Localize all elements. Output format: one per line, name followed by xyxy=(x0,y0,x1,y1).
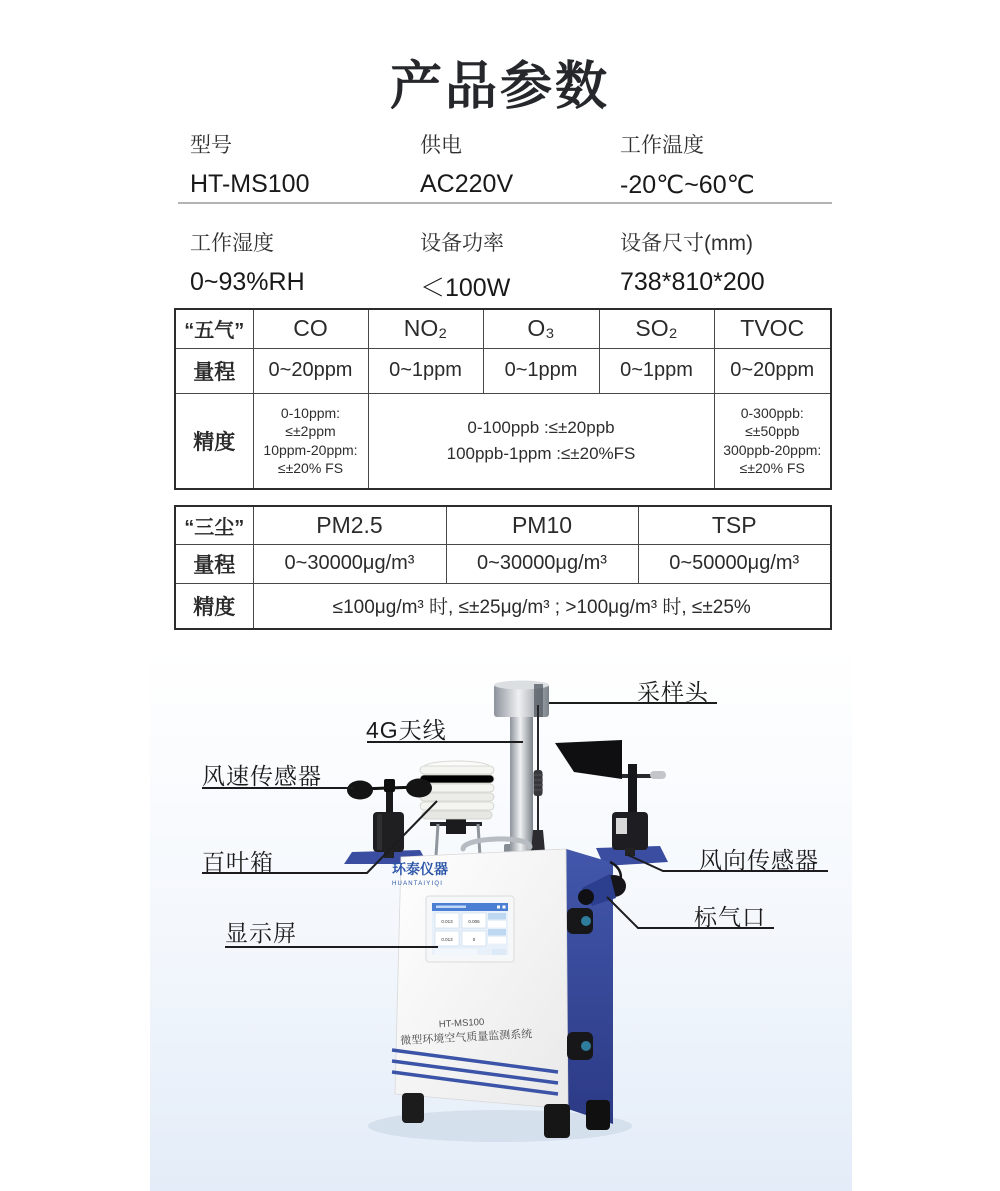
gas-range-label: 量程 xyxy=(175,348,253,393)
spec-device-power xyxy=(420,227,510,304)
gas-range-tvoc: 0~20ppm xyxy=(714,348,831,393)
dust-accuracy-value: ≤100μg/m³ 时, ≤±25μg/m³ ; >100μg/m³ 时, ≤±25% xyxy=(253,583,831,629)
label-louver-box: 百叶箱 xyxy=(202,849,274,875)
gas-accuracy-tvoc: 0-300ppb: ≤±50ppb 300ppb-20ppm: ≤±20% FS xyxy=(714,393,831,489)
screen-value: 0.013 xyxy=(441,919,453,924)
gas-range-co: 0~20ppm xyxy=(253,348,368,393)
brand-name: 环泰仪器 xyxy=(392,861,448,877)
dust-range-pm10: 0~30000μg/m³ xyxy=(446,544,638,583)
spec-label: 设备功率 xyxy=(420,232,504,255)
label-display-screen: 显示屏 xyxy=(225,920,297,946)
spec-label: 型号 xyxy=(190,134,232,157)
gas-spec-table xyxy=(174,308,832,490)
spec-divider xyxy=(178,202,832,204)
label-antenna-4g: 4G天线 xyxy=(366,717,447,743)
spec-label: 设备尺寸(mm) xyxy=(620,232,753,255)
gas-col-so2: SO₂ xyxy=(599,309,714,348)
spec-value: ＜100W xyxy=(420,274,511,302)
gas-range-o3: 0~1ppm xyxy=(483,348,599,393)
table-row xyxy=(175,393,831,489)
dust-col-pm25: PM2.5 xyxy=(253,506,446,544)
table-row xyxy=(175,506,831,544)
spec-model xyxy=(190,129,309,199)
spec-working-temperature xyxy=(620,129,755,200)
spec-value: HT-MS100 xyxy=(190,170,310,198)
spec-label: 工作湿度 xyxy=(190,232,274,255)
screen-value: 0.006 xyxy=(468,919,480,924)
spec-working-humidity xyxy=(190,227,305,297)
gear-icon xyxy=(503,906,506,909)
cabinet-foot xyxy=(402,1093,424,1123)
dust-spec-table xyxy=(174,505,832,630)
spec-value: AC220V xyxy=(420,170,514,198)
display-screen xyxy=(426,896,514,962)
spec-value: 0~93%RH xyxy=(190,268,305,296)
svg-text:微型环境空气质量监测系统: 微型环境空气质量监测系统 xyxy=(400,1028,533,1048)
table-row xyxy=(175,544,831,583)
table-row xyxy=(175,583,831,629)
label-wind-direction-sensor: 风向传感器 xyxy=(699,847,819,873)
brand-latin: HUANTAIYIQI xyxy=(392,881,444,887)
spec-label: 供电 xyxy=(420,134,462,157)
table-row xyxy=(175,348,831,393)
label-wind-speed-sensor: 风速传感器 xyxy=(202,763,322,789)
cabinet-foot xyxy=(586,1100,610,1130)
svg-text:HT-MS100: HT-MS100 xyxy=(438,1016,485,1031)
spec-device-size xyxy=(620,227,765,297)
dust-range-label: 量程 xyxy=(175,544,253,583)
dust-col-pm10: PM10 xyxy=(446,506,638,544)
dust-range-tsp: 0~50000μg/m³ xyxy=(638,544,831,583)
gas-col-co: CO xyxy=(253,309,368,348)
dust-range-pm25: 0~30000μg/m³ xyxy=(253,544,446,583)
cabinet-foot xyxy=(544,1104,570,1138)
dust-accuracy-label: 精度 xyxy=(175,583,253,629)
gas-col-o3: O₃ xyxy=(483,309,599,348)
gas-accuracy-co: 0-10ppm: ≤±2ppm 10ppm-20ppm: ≤±20% FS xyxy=(253,393,368,489)
spec-value: -20℃~60℃ xyxy=(620,171,755,199)
table-row xyxy=(175,309,831,348)
screen-value: 0 xyxy=(472,937,476,942)
page-title: 产品参数 xyxy=(389,58,610,116)
screen-value: 0.013 xyxy=(441,937,453,942)
dust-table-corner: “三尘” xyxy=(175,506,253,544)
gas-accuracy-label: 精度 xyxy=(175,393,253,489)
spec-label: 工作温度 xyxy=(620,134,704,157)
gas-range-no2: 0~1ppm xyxy=(368,348,483,393)
spec-value: 738*810*200 xyxy=(620,268,765,296)
gas-table-corner: “五气” xyxy=(175,309,253,348)
label-sampling-head: 采样头 xyxy=(637,679,709,705)
label-gas-port: 标气口 xyxy=(694,904,766,930)
gas-accuracy-mid: 0-100ppb :≤±20ppb 100ppb-1ppm :≤±20%FS xyxy=(368,393,714,489)
gas-range-so2: 0~1ppm xyxy=(599,348,714,393)
home-icon xyxy=(497,906,500,909)
gas-col-tvoc: TVOC xyxy=(714,309,831,348)
gas-col-no2: NO₂ xyxy=(368,309,483,348)
dust-col-tsp: TSP xyxy=(638,506,831,544)
spec-power-supply xyxy=(420,129,513,199)
